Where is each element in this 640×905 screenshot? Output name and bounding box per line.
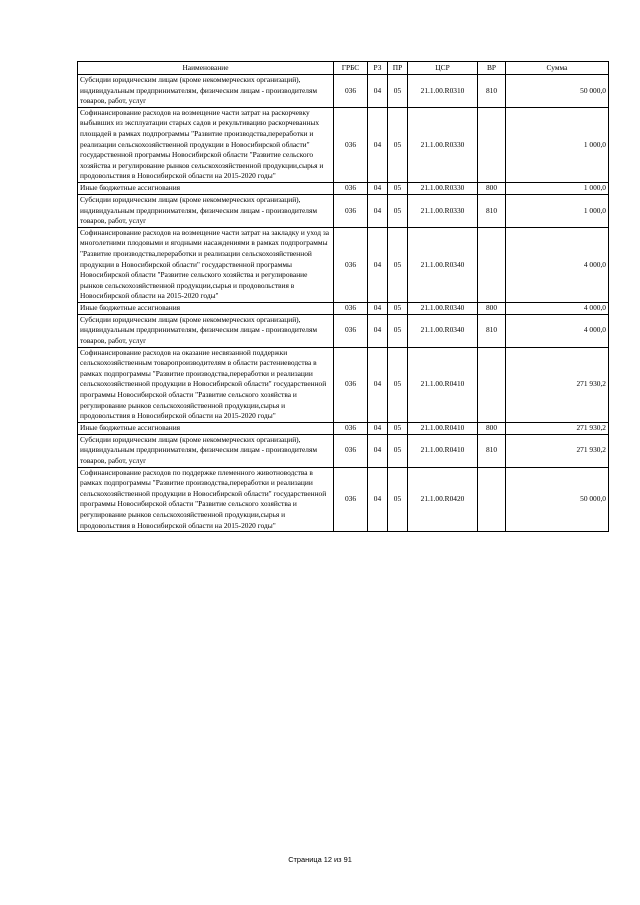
cell-pr: 05: [388, 194, 408, 227]
cell-pr: 05: [388, 347, 408, 422]
header-pr: ПР: [388, 62, 408, 75]
cell-vr: 810: [478, 194, 506, 227]
cell-rz: 04: [368, 434, 388, 467]
table-row: [78, 107, 609, 182]
cell-csr: 21.1.00.R0410: [408, 422, 478, 434]
cell-csr: 21.1.00.R0410: [408, 347, 478, 422]
cell-vr: [478, 347, 506, 422]
cell-rz: 04: [368, 302, 388, 314]
cell-vr: 800: [478, 302, 506, 314]
cell-csr: 21.1.00.R0340: [408, 227, 478, 302]
cell-rz: 04: [368, 422, 388, 434]
table-header-row: [78, 62, 609, 75]
cell-pr: 05: [388, 227, 408, 302]
cell-rz: 04: [368, 314, 388, 347]
cell-sum: 4 000,0: [506, 314, 609, 347]
cell-sum: 271 930,2: [506, 434, 609, 467]
table-row: [78, 347, 609, 422]
table-row: [78, 314, 609, 347]
header-name: Наименование: [78, 62, 334, 75]
budget-table: [77, 61, 609, 532]
cell-vr: [478, 107, 506, 182]
cell-sum: 50 000,0: [506, 467, 609, 532]
cell-name: Иные бюджетные ассигнования: [78, 422, 334, 434]
cell-name: Субсидии юридическим лицам (кроме некоммерческих организаций), индивидуальным предпринимателям, физическим лицам - производителям товаров, работ, услуг: [78, 75, 334, 108]
cell-csr: 21.1.00.R0340: [408, 302, 478, 314]
cell-vr: 810: [478, 75, 506, 108]
cell-name: Субсидии юридическим лицам (кроме некоммерческих организаций), индивидуальным предпринимателям, физическим лицам - производителям товаров, работ, услуг: [78, 314, 334, 347]
cell-grbs: 036: [334, 194, 368, 227]
cell-pr: 05: [388, 314, 408, 347]
cell-vr: 800: [478, 182, 506, 194]
cell-grbs: 036: [334, 434, 368, 467]
cell-name: Субсидии юридическим лицам (кроме некоммерческих организаций), индивидуальным предпринимателям, физическим лицам - производителям товаров, работ, услуг: [78, 434, 334, 467]
table-row: [78, 302, 609, 314]
cell-pr: 05: [388, 422, 408, 434]
cell-name: Софинансирование расходов на возмещение части затрат на закладку и уход за многолетними плодовыми и ягодными насаждениями в рамках подпрограммы "Развитие производства,переработки и реализации сельскохозяйственной продукции в Новосибирской области" государственной программы Новосибирской области "Развитие сельского хозяйства и регулирование рынков сельскохозяйственной продукции,сырья и продовольствия в Новосибирской области на 2015-2020 годы": [78, 227, 334, 302]
table-row: [78, 75, 609, 108]
cell-grbs: 036: [334, 227, 368, 302]
cell-rz: 04: [368, 467, 388, 532]
cell-name: Софинансирование расходов на возмещение части затрат на раскорчевку выбывших из эксплуатации старых садов и рекультивацию раскорчеванных площадей в рамках подпрограммы "Развитие производства,переработки и реализации сельскохозяйственной продукции в Новосибирской области" государственной программы Новосибирской области "Развитие сельского хозяйства и регулирование рынков сельскохозяйственной продукции,сырья и продовольствия в Новосибирской области на 2015-2020 годы": [78, 107, 334, 182]
cell-grbs: 036: [334, 467, 368, 532]
cell-pr: 05: [388, 75, 408, 108]
cell-name: Софинансирование расходов по поддержке племенного животноводства в рамках подпрограммы "Развитие производства,переработки и реализации сельскохозяйственной продукции в Новосибирской области" государственной программы Новосибирской области "Развитие сельского хозяйства и регулирование рынков сельскохозяйственной продукции,сырья и продовольствия в Новосибирской области на 2015-2020 годы": [78, 467, 334, 532]
header-sum: Сумма: [506, 62, 609, 75]
cell-rz: 04: [368, 182, 388, 194]
table-row: [78, 422, 609, 434]
header-grbs: ГРБС: [334, 62, 368, 75]
cell-grbs: 036: [334, 314, 368, 347]
cell-vr: 810: [478, 434, 506, 467]
cell-name: Иные бюджетные ассигнования: [78, 302, 334, 314]
cell-vr: 800: [478, 422, 506, 434]
cell-grbs: 036: [334, 75, 368, 108]
cell-vr: [478, 467, 506, 532]
cell-csr: 21.1.00.R0330: [408, 182, 478, 194]
page-number: Страница 12 из 91: [288, 855, 352, 864]
table-row: [78, 434, 609, 467]
cell-sum: 271 930,2: [506, 347, 609, 422]
table-row: [78, 182, 609, 194]
header-csr: ЦСР: [408, 62, 478, 75]
cell-rz: 04: [368, 347, 388, 422]
cell-rz: 04: [368, 194, 388, 227]
cell-rz: 04: [368, 227, 388, 302]
cell-csr: 21.1.00.R0330: [408, 107, 478, 182]
cell-sum: 4 000,0: [506, 227, 609, 302]
cell-sum: 1 000,0: [506, 107, 609, 182]
cell-name: Иные бюджетные ассигнования: [78, 182, 334, 194]
cell-name: Субсидии юридическим лицам (кроме некоммерческих организаций), индивидуальным предпринимателям, физическим лицам - производителям товаров, работ, услуг: [78, 194, 334, 227]
cell-grbs: 036: [334, 302, 368, 314]
cell-vr: 810: [478, 314, 506, 347]
table-row: [78, 467, 609, 532]
cell-sum: 1 000,0: [506, 182, 609, 194]
cell-pr: 05: [388, 302, 408, 314]
header-vr: ВР: [478, 62, 506, 75]
cell-name: Софинансирование расходов на оказание несвязанной поддержки сельскохозяйственным товаропроизводителям в области растениеводства в рамках подпрограммы "Развитие производства,переработки и реализации сельскохозяйственной продукции в Новосибирской области" государственной программы Новосибирской области "Развитие сельского хозяйства и регулирование рынков сельскохозяйственной продукции,сырья и продовольствия в Новосибирской области на 2015-2020 годы": [78, 347, 334, 422]
header-rz: РЗ: [368, 62, 388, 75]
cell-grbs: 036: [334, 422, 368, 434]
cell-pr: 05: [388, 434, 408, 467]
table-row: [78, 194, 609, 227]
cell-rz: 04: [368, 75, 388, 108]
cell-csr: 21.1.00.R0310: [408, 75, 478, 108]
cell-pr: 05: [388, 182, 408, 194]
cell-vr: [478, 227, 506, 302]
table-row: [78, 227, 609, 302]
cell-csr: 21.1.00.R0330: [408, 194, 478, 227]
cell-csr: 21.1.00.R0410: [408, 434, 478, 467]
cell-grbs: 036: [334, 182, 368, 194]
cell-grbs: 036: [334, 347, 368, 422]
cell-sum: 1 000,0: [506, 194, 609, 227]
cell-rz: 04: [368, 107, 388, 182]
cell-sum: 50 000,0: [506, 75, 609, 108]
cell-pr: 05: [388, 467, 408, 532]
cell-pr: 05: [388, 107, 408, 182]
cell-grbs: 036: [334, 107, 368, 182]
cell-sum: 4 000,0: [506, 302, 609, 314]
cell-csr: 21.1.00.R0340: [408, 314, 478, 347]
cell-sum: 271 930,2: [506, 422, 609, 434]
cell-csr: 21.1.00.R0420: [408, 467, 478, 532]
